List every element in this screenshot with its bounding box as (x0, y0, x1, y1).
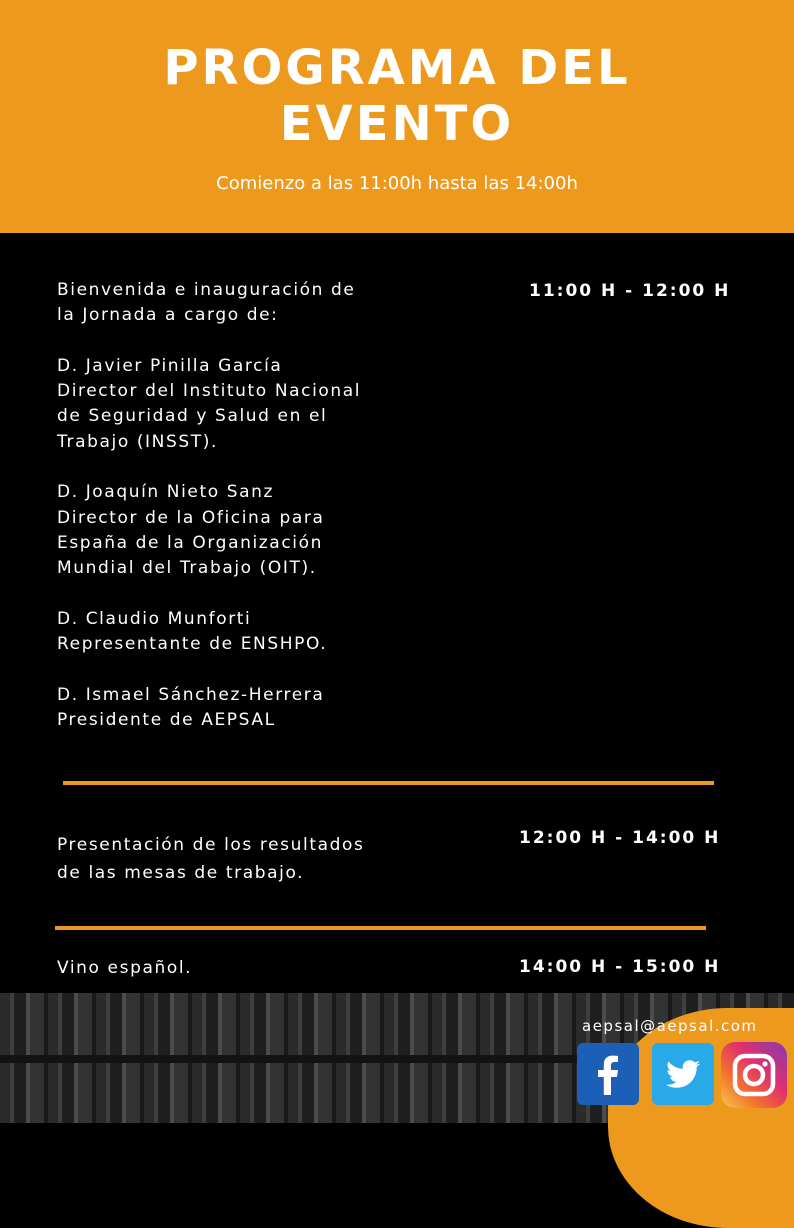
program-item-3-time: 14:00 H - 15:00 H (519, 957, 721, 977)
title-line-1: PROGRAMA DEL (163, 40, 631, 96)
page-title (0, 40, 794, 152)
twitter-icon[interactable] (652, 1043, 714, 1105)
program-item-1-description: Bienvenida e inauguración de la Jornada a cargo de: D. Javier Pinilla García Director del Instituto Nacional de Seguridad y Salud en el Trabajo (INSST). D. Joaquín Nieto Sanz Director de la Oficina para España de la Organización Mundial del Trabajo (OIT). D. Claudio Munforti Representante de ENSHPO. D. Ismael Sánchez-Herrera Presidente de AEPSAL (57, 280, 362, 731)
facebook-icon[interactable] (577, 1043, 639, 1105)
divider-1 (63, 781, 714, 785)
program-item-1-time: 11:00 H - 12:00 H (529, 281, 731, 301)
program-item-3-description: Vino español. (57, 958, 193, 978)
contact-email[interactable]: aepsal@aepsal.com (582, 1017, 758, 1035)
header-banner (0, 0, 794, 233)
title-line-2: EVENTO (279, 96, 515, 152)
program-item-2-time: 12:00 H - 14:00 H (519, 828, 721, 848)
subtitle: Comienzo a las 11:00h hasta las 14:00h (216, 173, 578, 194)
program-item-2-description: Presentación de los resultados de las mesas de trabajo. (57, 835, 365, 883)
divider-2 (55, 926, 706, 930)
instagram-icon[interactable] (721, 1042, 787, 1108)
